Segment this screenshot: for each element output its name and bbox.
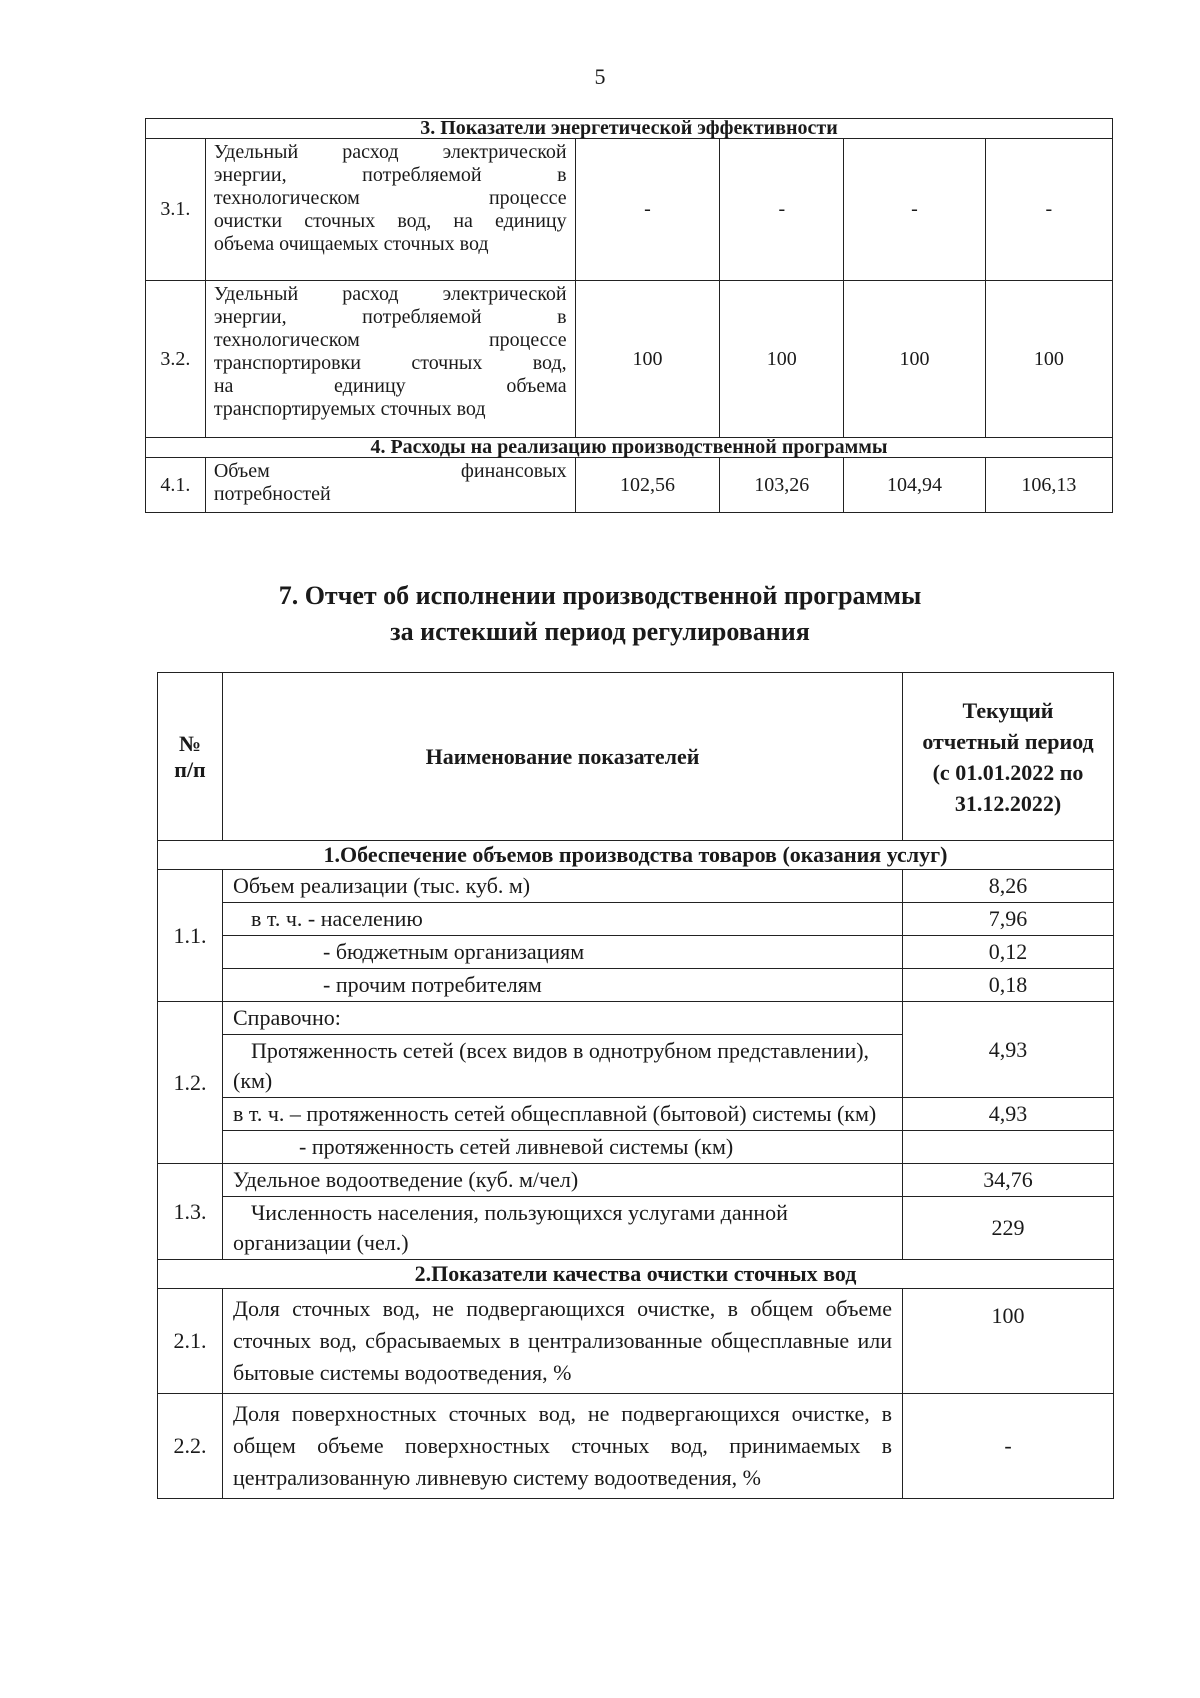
- table-row: [146, 139, 1113, 281]
- section-2-header: [158, 1260, 1114, 1289]
- indicator-name-line: Объем финансовых: [213, 460, 567, 482]
- indicator-label: - прочим потребителям: [223, 969, 903, 1002]
- table-row: [158, 969, 1114, 1002]
- value-cell: -: [844, 139, 985, 281]
- report-header-row: [158, 673, 1114, 841]
- indicator-label: - протяженность сетей ливневой системы (км): [223, 1131, 903, 1164]
- indicator-value: 7,96: [903, 903, 1114, 936]
- section-3-header: [146, 119, 1113, 139]
- indicator-label: Протяженность сетей (всех видов в однотрубном представлении), (км): [223, 1035, 903, 1098]
- indicator-value: [903, 1131, 1114, 1164]
- indicator-label: Справочно:: [223, 1002, 903, 1035]
- indicator-name: [205, 139, 575, 281]
- row-number: 1.1.: [158, 870, 223, 1002]
- indicator-label: Доля сточных вод, не подвергающихся очистке, в общем объеме сточных вод, сбрасываемых в централизованные общесплавные или бытовые системы водоотведения, %: [223, 1289, 903, 1394]
- col-header-number: [158, 673, 223, 841]
- indicator-value: 0,18: [903, 969, 1114, 1002]
- row-number: 2.1.: [158, 1289, 223, 1394]
- section-1-header: [158, 841, 1114, 870]
- indicator-name-line: энергии, потребляемой в: [213, 164, 567, 186]
- table-row: [158, 1197, 1114, 1260]
- row-number: 1.3.: [158, 1164, 223, 1260]
- table-row: [158, 870, 1114, 903]
- value-cell: 106,13: [985, 458, 1112, 513]
- col-header-period: Текущий отчетный период (с 01.01.2022 по 31.12.2022): [903, 673, 1114, 841]
- indicator-name-line: транспортировки сточных вод,: [213, 352, 567, 374]
- value-cell: -: [720, 139, 844, 281]
- table-row: [158, 1289, 1114, 1394]
- indicator-value: 4,93: [903, 1002, 1114, 1098]
- table-row: [146, 458, 1113, 513]
- page-number: 5: [594, 64, 606, 89]
- indicator-label: Численность населения, пользующихся услугами данной организации (чел.): [223, 1197, 903, 1260]
- row-number: 1.2.: [158, 1002, 223, 1164]
- report-title-line-2: за истекший период регулирования: [390, 617, 810, 646]
- indicator-name: [205, 281, 575, 438]
- indicator-value: 100: [903, 1289, 1114, 1394]
- table-row: [158, 1098, 1114, 1131]
- row-number: 2.2.: [158, 1394, 223, 1499]
- section-2-title: 2.Показатели качества очистки сточных вод: [158, 1260, 1114, 1289]
- table-row: [158, 936, 1114, 969]
- section-3-title: 3. Показатели энергетической эффективности: [146, 119, 1113, 139]
- indicator-label: в т. ч. – протяженность сетей общесплавной (бытовой) системы (км): [223, 1098, 903, 1131]
- indicator-name-line: на единицу объема: [213, 375, 567, 397]
- col-header-number-line: п/п: [174, 756, 206, 782]
- table-row: [158, 1394, 1114, 1499]
- value-cell: 102,56: [575, 458, 720, 513]
- col-header-name: Наименование показателей: [223, 673, 903, 841]
- indicator-name-line: очистки сточных вод, на единицу: [213, 210, 567, 232]
- indicator-name-line: технологическом процессе: [213, 329, 567, 351]
- indicator-name-line: технологическом процессе: [213, 187, 567, 209]
- indicator-name-line: потребностей: [213, 483, 331, 505]
- col-header-number-line: №: [178, 730, 202, 756]
- value-cell: -: [575, 139, 720, 281]
- section-4-title: 4. Расходы на реализацию производственной программы: [146, 438, 1113, 458]
- indicator-name-line: Удельный расход электрической: [213, 283, 567, 305]
- table-row: [158, 903, 1114, 936]
- indicator-value: 229: [903, 1197, 1114, 1260]
- indicator-value: 4,93: [903, 1098, 1114, 1131]
- indicator-name-line: Удельный расход электрической: [213, 141, 567, 163]
- value-cell: 104,94: [844, 458, 985, 513]
- indicators-table-continued: [145, 118, 1113, 513]
- indicator-value: -: [903, 1394, 1114, 1499]
- table-row: [158, 1164, 1114, 1197]
- table-row: [158, 1002, 1114, 1035]
- indicator-name: [205, 458, 575, 513]
- indicator-name-line: энергии, потребляемой в: [213, 306, 567, 328]
- indicator-value: 0,12: [903, 936, 1114, 969]
- report-title-line-1: 7. Отчет об исполнении производственной программы: [278, 581, 922, 610]
- report-table: [157, 672, 1114, 1499]
- indicator-name-line: объема очищаемых сточных вод: [213, 233, 489, 255]
- row-number: 3.2.: [146, 281, 206, 438]
- indicator-label: Объем реализации (тыс. куб. м): [223, 870, 903, 903]
- value-cell: 100: [985, 281, 1112, 438]
- section-4-header: [146, 438, 1113, 458]
- indicator-label: - бюджетным организациям: [223, 936, 903, 969]
- value-cell: 103,26: [720, 458, 844, 513]
- value-cell: 100: [575, 281, 720, 438]
- value-cell: -: [985, 139, 1112, 281]
- section-1-title: 1.Обеспечение объемов производства товаров (оказания услуг): [158, 841, 1114, 870]
- value-cell: 100: [844, 281, 985, 438]
- indicator-value: 34,76: [903, 1164, 1114, 1197]
- indicator-value: 8,26: [903, 870, 1114, 903]
- indicator-name-line: транспортируемых сточных вод: [213, 398, 486, 420]
- indicator-label: Удельное водоотведение (куб. м/чел): [223, 1164, 903, 1197]
- table-row: [158, 1131, 1114, 1164]
- report-section-title: [0, 578, 1200, 650]
- row-number: 4.1.: [146, 458, 206, 513]
- indicator-label: Доля поверхностных сточных вод, не подвергающихся очистке, в общем объеме поверхностных сточных вод, принимаемых в централизованную ливневую систему водоотведения, %: [223, 1394, 903, 1499]
- indicator-label: в т. ч. - населению: [223, 903, 903, 936]
- row-number: 3.1.: [146, 139, 206, 281]
- value-cell: 100: [720, 281, 844, 438]
- table-row: [146, 281, 1113, 438]
